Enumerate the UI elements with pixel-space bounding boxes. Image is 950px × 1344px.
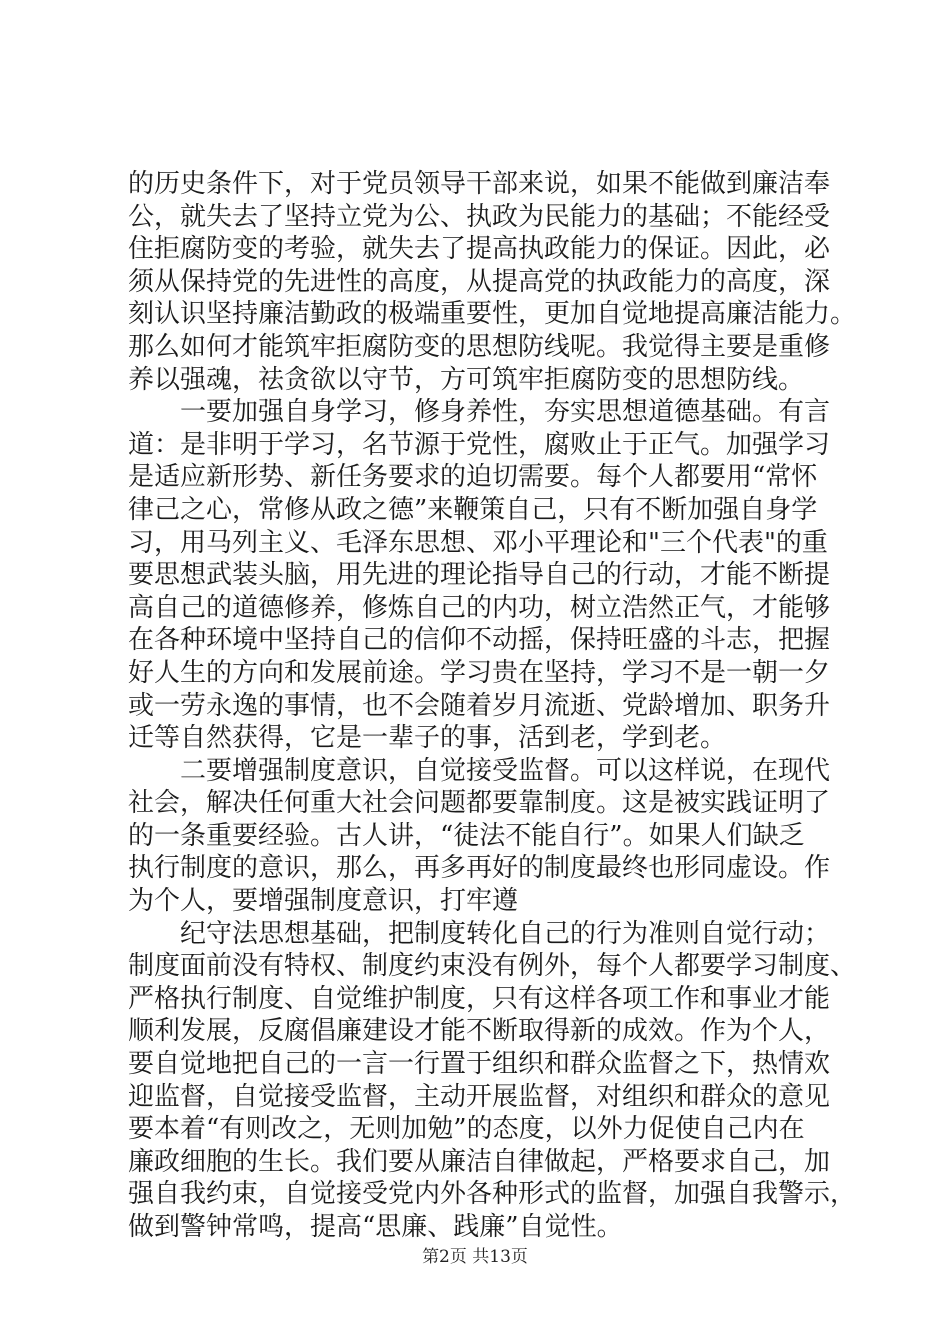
text-line: 执行制度的意识，那么，再多再好的制度最终也形同虚设。作 [128, 853, 831, 884]
text-line: 顺利发展，反腐倡廉建设才能不断取得新的成效。作为个人， [128, 1016, 831, 1047]
text-line: 律己之心，常修从政之德”来鞭策自己，只有不断加强自身学 [128, 494, 818, 525]
text-line: 的一条重要经验。古人讲，“徒法不能自行”。如果人们缺乏 [128, 820, 805, 851]
text-line: 强自我约束，自觉接受党内外各种形式的监督，加强自我警示， [128, 1179, 857, 1210]
text-line: 住拒腐防变的考验，就失去了提高执政能力的保证。因此，必 [128, 234, 831, 265]
text-line: 高自己的道德修养，修炼自己的内功，树立浩然正气，才能够 [128, 592, 831, 623]
page-number-footer: 第2页 共13页 [422, 1247, 528, 1267]
text-line: 一要加强自身学习，修身养性，夯实思想道德基础。有言 [128, 397, 831, 428]
text-line: 社会，解决任何重大社会问题都要靠制度。这是被实践证明了 [128, 788, 831, 819]
text-line: 纪守法思想基础，把制度转化自己的行为准则自觉行动； [128, 918, 831, 949]
text-line: 道：是非明于学习，名节源于党性，腐败止于正气。加强学习 [128, 429, 831, 460]
text-line: 迎监督，自觉接受监督，主动开展监督，对组织和群众的意见 [128, 1081, 831, 1112]
text-line: 须从保持党的先进性的高度，从提高党的执政能力的高度，深 [128, 266, 831, 297]
text-line: 迁等自然获得，它是一辈子的事，活到老，学到老。 [128, 723, 727, 754]
body-text [128, 168, 888, 1244]
text-line: 或一劳永逸的事情，也不会随着岁月流逝、党龄增加、职务升 [128, 690, 831, 721]
text-line: 养以强魂，祛贪欲以守节，方可筑牢拒腐防变的思想防线。 [128, 364, 805, 395]
text-line: 二要增强制度意识，自觉接受监督。可以这样说，在现代 [128, 755, 831, 786]
text-line: 廉政细胞的生长。我们要从廉洁自律做起，严格要求自己，加 [128, 1146, 831, 1177]
text-line: 严格执行制度、自觉维护制度，只有这样各项工作和事业才能 [128, 983, 831, 1014]
text-line: 要思想武装头脑，用先进的理论指导自己的行动，才能不断提 [128, 560, 831, 591]
text-line: 要本着“有则改之，无则加勉”的态度，以外力促使自己内在 [128, 1114, 805, 1145]
text-line: 制度面前没有特权、制度约束没有例外，每个人都要学习制度、 [128, 951, 857, 982]
text-line: 习，用马列主义、毛泽东思想、邓小平理论和"三个代表"的重 [128, 527, 828, 558]
text-line: 好人生的方向和发展前途。学习贵在坚持，学习不是一朝一夕 [128, 657, 831, 688]
text-line: 为个人，要增强制度意识，打牢遵 [128, 886, 519, 917]
text-line: 在各种环境中坚持自己的信仰不动摇，保持旺盛的斗志，把握 [128, 625, 831, 656]
text-line: 是适应新形势、新任务要求的迫切需要。每个人都要用“常怀 [128, 462, 818, 493]
text-line: 公，就失去了坚持立党为公、执政为民能力的基础；不能经受 [128, 201, 831, 232]
text-line: 那么如何才能筑牢拒腐防变的思想防线呢。我觉得主要是重修 [128, 331, 831, 362]
text-line: 做到警钟常鸣，提高“思廉、践廉”自觉性。 [128, 1212, 623, 1242]
text-line: 刻认识坚持廉洁勤政的极端重要性，更加自觉地提高廉洁能力。 [128, 299, 857, 330]
text-line: 的历史条件下，对于党员领导干部来说，如果不能做到廉洁奉 [128, 169, 831, 199]
text-line: 要自觉地把自己的一言一行置于组织和群众监督之下，热情欢 [128, 1049, 831, 1080]
